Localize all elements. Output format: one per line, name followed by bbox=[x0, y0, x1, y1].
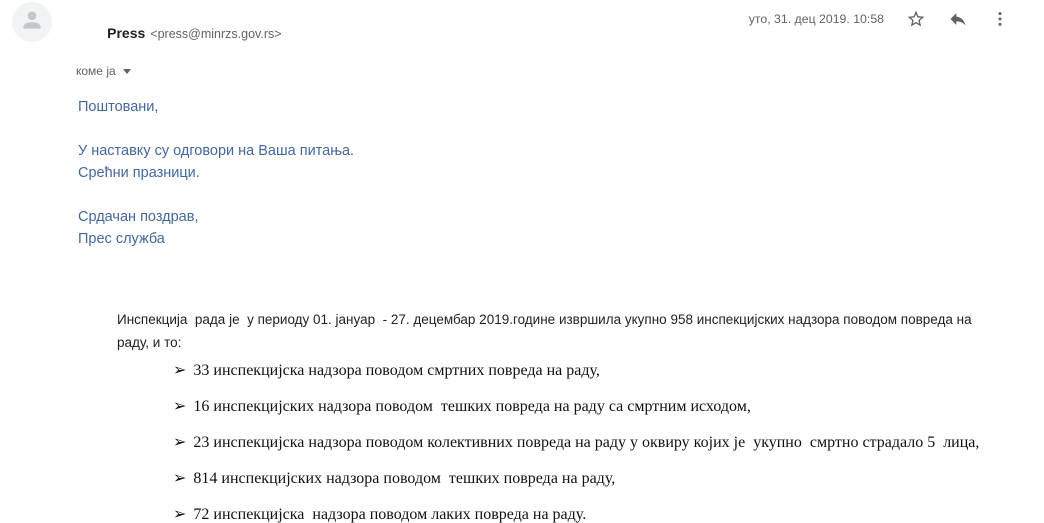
blank-line bbox=[78, 184, 1044, 206]
person-icon bbox=[19, 7, 45, 38]
sender-line bbox=[76, 8, 282, 60]
list-item bbox=[173, 362, 1044, 379]
arrow-bullet-icon: ➢ bbox=[173, 434, 187, 451]
list-item bbox=[173, 434, 1044, 451]
avatar[interactable] bbox=[12, 2, 52, 42]
email-body bbox=[0, 80, 1044, 523]
sender-name: Press bbox=[107, 25, 146, 41]
list-item-text: 16 инспекцијских надзора поводом тешких повреда на раду са смртним исходом, bbox=[193, 398, 751, 415]
list-item-text: 33 инспекцијска надзора поводом смртних повреда на раду, bbox=[193, 362, 600, 379]
email-greeting-block bbox=[78, 96, 1044, 250]
recipient-dropdown[interactable] bbox=[76, 64, 131, 78]
chevron-down-icon bbox=[123, 69, 131, 74]
recipient-label: коме ja bbox=[76, 64, 116, 78]
email-header bbox=[0, 0, 1044, 80]
holiday-line: Срећни празници. bbox=[78, 165, 200, 181]
report-paragraph: Инспекција рада је у периоду 01. јануар - 27. децембар 2019.године извршила укупно 958 инспекцијских надзора поводом повреда на раду, и то: bbox=[117, 312, 976, 350]
arrow-bullet-icon: ➢ bbox=[173, 398, 187, 415]
list-item-text: 72 инспекцијска надзора поводом лаких повреда на раду. bbox=[193, 506, 587, 523]
arrow-bullet-icon: ➢ bbox=[173, 470, 187, 487]
sender-block bbox=[76, 2, 282, 80]
list-item bbox=[173, 398, 1044, 415]
arrow-bullet-icon: ➢ bbox=[173, 362, 187, 379]
signature-line: Прес служба bbox=[78, 231, 165, 247]
list-item bbox=[173, 470, 1044, 487]
email-date: уто, 31. дец 2019. 10:58 bbox=[748, 12, 884, 26]
blank-line bbox=[78, 118, 1044, 140]
sender-email: <press@minrzs.gov.rs> bbox=[150, 27, 282, 41]
closing-line: Срдачан поздрав, bbox=[78, 209, 199, 225]
more-options-icon[interactable] bbox=[990, 9, 1010, 29]
arrow-bullet-icon: ➢ bbox=[173, 506, 187, 523]
star-icon[interactable] bbox=[906, 9, 926, 29]
header-actions bbox=[749, 2, 1010, 29]
intro-line: У наставку су одговори на Ваша питања. bbox=[78, 143, 355, 159]
report-bullet-list bbox=[78, 362, 1044, 523]
list-item-text: 814 инспекцијских надзора поводом тешких повреда на раду, bbox=[193, 470, 616, 487]
list-item-text: 23 инспекцијска надзора поводом колективних повреда на раду у оквиру којих је укупно смртно страдало 5 лица, bbox=[193, 434, 980, 451]
reply-icon[interactable] bbox=[948, 9, 968, 29]
greeting-line: Поштовани, bbox=[78, 99, 159, 115]
list-item bbox=[173, 506, 1044, 523]
